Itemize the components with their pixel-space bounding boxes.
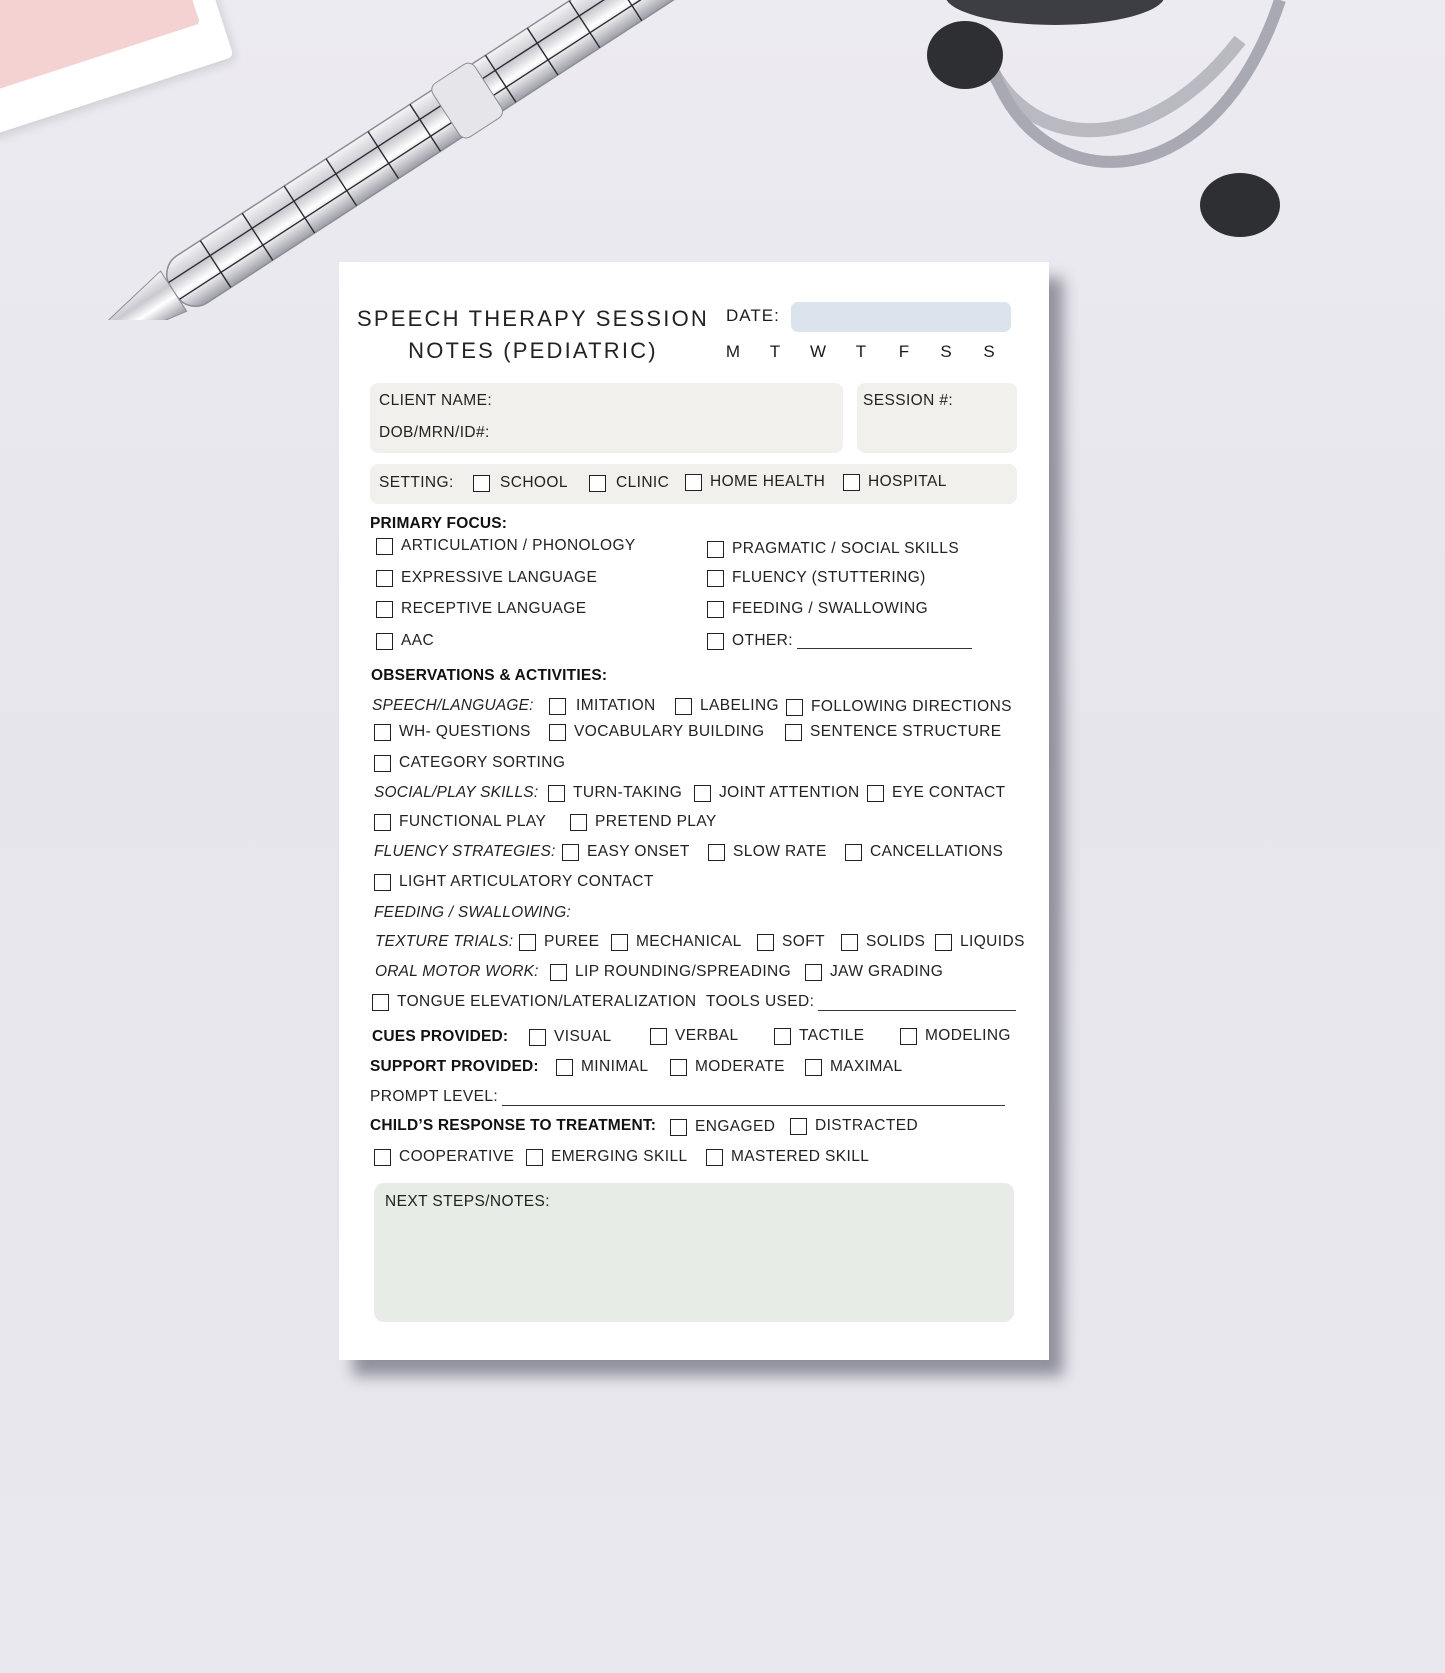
focus-other[interactable]: OTHER:	[707, 632, 972, 650]
checkbox-icon[interactable]	[473, 475, 490, 492]
checkbox-icon[interactable]	[867, 785, 884, 802]
speech-language-label: SPEECH/LANGUAGE:	[372, 697, 534, 714]
stethoscope-icon	[880, 0, 1300, 260]
checkbox-icon[interactable]	[519, 934, 536, 951]
checkbox-icon[interactable]	[670, 1059, 687, 1076]
checkbox-icon[interactable]	[790, 1118, 807, 1135]
checkbox-icon[interactable]	[374, 814, 391, 831]
checkbox-icon[interactable]	[376, 570, 393, 587]
dob-label: DOB/MRN/ID#:	[379, 424, 490, 441]
response-engaged[interactable]: ENGAGED	[670, 1118, 775, 1136]
fluency-cancellations[interactable]: CANCELLATIONS	[845, 843, 1003, 861]
checkbox-icon[interactable]	[374, 755, 391, 772]
other-line[interactable]	[797, 634, 972, 649]
checkbox-icon[interactable]	[650, 1028, 667, 1045]
checkbox-icon[interactable]	[374, 1149, 391, 1166]
cue-tactile[interactable]: TACTILE	[774, 1027, 864, 1045]
texture-soft[interactable]: SOFT	[757, 933, 825, 951]
checkbox-icon[interactable]	[785, 724, 802, 741]
prompt-level[interactable]: PROMPT LEVEL:	[370, 1088, 1005, 1106]
day-saturday[interactable]: S	[940, 342, 952, 361]
day-thursday[interactable]: T	[855, 342, 867, 361]
checkbox-icon[interactable]	[805, 1059, 822, 1076]
date-field[interactable]	[791, 302, 1011, 332]
checkbox-icon[interactable]	[670, 1119, 687, 1136]
cue-verbal[interactable]: VERBAL	[650, 1027, 739, 1045]
oral-jaw-grading[interactable]: JAW GRADING	[805, 963, 943, 981]
setting-school[interactable]: SCHOOL	[473, 474, 568, 492]
checkbox-icon[interactable]	[707, 633, 724, 650]
checkbox-icon[interactable]	[805, 964, 822, 981]
setting-hospital[interactable]: HOSPITAL	[843, 473, 947, 491]
day-sunday[interactable]: S	[983, 342, 995, 361]
checkbox-icon[interactable]	[611, 934, 628, 951]
checkbox-icon[interactable]	[707, 541, 724, 558]
social-joint-attention[interactable]: JOINT ATTENTION	[694, 784, 860, 802]
date-label: DATE:	[726, 306, 780, 325]
texture-puree[interactable]: PUREE	[519, 933, 599, 951]
response-mastered-skill[interactable]: MASTERED SKILL	[706, 1148, 869, 1166]
response-distracted[interactable]: DISTRACTED	[790, 1117, 918, 1135]
cue-visual[interactable]: VISUAL	[529, 1028, 612, 1046]
support-minimal[interactable]: MINIMAL	[556, 1058, 648, 1076]
checkbox-icon[interactable]	[707, 601, 724, 618]
support-moderate[interactable]: MODERATE	[670, 1058, 785, 1076]
checkbox-icon[interactable]	[675, 698, 692, 715]
focus-feeding[interactable]: FEEDING / SWALLOWING	[707, 600, 928, 618]
checkbox-icon[interactable]	[374, 724, 391, 741]
day-monday[interactable]: M	[725, 342, 741, 361]
speech-category-sorting[interactable]: CATEGORY SORTING	[374, 754, 565, 772]
social-turn-taking[interactable]: TURN-TAKING	[548, 784, 682, 802]
oral-tongue-elevation[interactable]: TONGUE ELEVATION/LATERALIZATION	[372, 993, 697, 1011]
fluency-slow-rate[interactable]: SLOW RATE	[708, 843, 827, 861]
texture-label: TEXTURE TRIALS:	[375, 933, 514, 950]
checkbox-icon[interactable]	[372, 994, 389, 1011]
next-steps-label: NEXT STEPS/NOTES:	[385, 1193, 550, 1210]
oral-lip-rounding[interactable]: LIP ROUNDING/SPREADING	[550, 963, 791, 981]
checkbox-icon[interactable]	[774, 1028, 791, 1045]
primary-focus-heading: PRIMARY FOCUS:	[370, 515, 508, 532]
focus-fluency[interactable]: FLUENCY (STUTTERING)	[707, 569, 926, 587]
speech-following-directions[interactable]: FOLLOWING DIRECTIONS	[786, 698, 1012, 716]
form-title-line2: NOTES (PEDIATRIC)	[408, 338, 658, 363]
focus-articulation[interactable]: ARTICULATION / PHONOLOGY	[376, 537, 636, 555]
social-pretend-play[interactable]: PRETEND PLAY	[570, 813, 717, 831]
focus-aac[interactable]: AAC	[376, 632, 434, 650]
observations-heading: OBSERVATIONS & ACTIVITIES:	[371, 667, 608, 684]
checkbox-icon[interactable]	[707, 570, 724, 587]
session-number-label: SESSION #:	[863, 392, 954, 409]
checkbox-icon[interactable]	[570, 814, 587, 831]
checkbox-icon[interactable]	[900, 1028, 917, 1045]
checkbox-icon[interactable]	[374, 874, 391, 891]
support-maximal[interactable]: MAXIMAL	[805, 1058, 903, 1076]
checkbox-icon[interactable]	[841, 934, 858, 951]
setting-clinic[interactable]: CLINIC	[589, 474, 669, 492]
day-tuesday[interactable]: T	[769, 342, 781, 361]
speech-sentence-structure[interactable]: SENTENCE STRUCTURE	[785, 723, 1002, 741]
speech-vocabulary[interactable]: VOCABULARY BUILDING	[549, 723, 765, 741]
session-notes-sheet	[339, 262, 1049, 1360]
social-functional-play[interactable]: FUNCTIONAL PLAY	[374, 813, 546, 831]
focus-receptive-language[interactable]: RECEPTIVE LANGUAGE	[376, 600, 587, 618]
response-cooperative[interactable]: COOPERATIVE	[374, 1148, 514, 1166]
texture-mechanical[interactable]: MECHANICAL	[611, 933, 742, 951]
client-name-label: CLIENT NAME:	[379, 392, 493, 409]
checkbox-icon[interactable]	[376, 601, 393, 618]
checkbox-icon[interactable]	[549, 724, 566, 741]
response-heading: CHILD’S RESPONSE TO TREATMENT:	[370, 1117, 657, 1134]
checkbox-icon[interactable]	[706, 1149, 723, 1166]
social-eye-contact[interactable]: EYE CONTACT	[867, 784, 1005, 802]
checkbox-icon[interactable]	[843, 474, 860, 491]
day-friday[interactable]: F	[898, 342, 910, 361]
checkbox-icon[interactable]	[708, 844, 725, 861]
checkbox-icon[interactable]	[757, 934, 774, 951]
prompt-level-line[interactable]	[502, 1091, 1005, 1106]
focus-pragmatic[interactable]: PRAGMATIC / SOCIAL SKILLS	[707, 540, 959, 558]
fluency-label: FLUENCY STRATEGIES:	[374, 843, 556, 860]
checkbox-icon[interactable]	[549, 698, 566, 715]
checkbox-icon[interactable]	[376, 538, 393, 555]
checkbox-icon[interactable]	[548, 785, 565, 802]
form-title-line1: SPEECH THERAPY SESSION	[356, 306, 710, 331]
checkbox-icon[interactable]	[550, 964, 567, 981]
cues-heading: CUES PROVIDED:	[372, 1028, 509, 1045]
checkbox-icon[interactable]	[786, 699, 803, 716]
setting-home-health[interactable]: HOME HEALTH	[685, 473, 825, 491]
checkbox-icon[interactable]	[589, 475, 606, 492]
day-wednesday[interactable]: W	[809, 342, 827, 361]
tools-used-line[interactable]	[818, 996, 1016, 1011]
checkbox-icon[interactable]	[685, 474, 702, 491]
checkbox-icon[interactable]	[935, 934, 952, 951]
support-heading: SUPPORT PROVIDED:	[370, 1058, 539, 1075]
focus-expressive-language[interactable]: EXPRESSIVE LANGUAGE	[376, 569, 597, 587]
checkbox-icon[interactable]	[694, 785, 711, 802]
texture-liquids[interactable]: LIQUIDS	[935, 933, 1025, 951]
speech-wh-questions[interactable]: WH- QUESTIONS	[374, 723, 531, 741]
setting-label: SETTING:	[379, 474, 454, 491]
fluency-easy-onset[interactable]: EASY ONSET	[562, 843, 690, 861]
checkbox-icon[interactable]	[562, 844, 579, 861]
tools-used[interactable]: TOOLS USED:	[706, 993, 1016, 1011]
texture-solids[interactable]: SOLIDS	[841, 933, 925, 951]
feeding-label: FEEDING / SWALLOWING:	[374, 904, 571, 921]
fluency-light-contact[interactable]: LIGHT ARTICULATORY CONTACT	[374, 873, 654, 891]
cue-modeling[interactable]: MODELING	[900, 1027, 1011, 1045]
checkbox-icon[interactable]	[529, 1029, 546, 1046]
oral-motor-label: ORAL MOTOR WORK:	[375, 963, 539, 980]
response-emerging-skill[interactable]: EMERGING SKILL	[526, 1148, 688, 1166]
speech-imitation[interactable]: IMITATION	[549, 697, 656, 715]
checkbox-icon[interactable]	[556, 1059, 573, 1076]
speech-labeling[interactable]: LABELING	[675, 697, 779, 715]
social-label: SOCIAL/PLAY SKILLS:	[374, 784, 539, 801]
checkbox-icon[interactable]	[845, 844, 862, 861]
checkbox-icon[interactable]	[526, 1149, 543, 1166]
checkbox-icon[interactable]	[376, 633, 393, 650]
